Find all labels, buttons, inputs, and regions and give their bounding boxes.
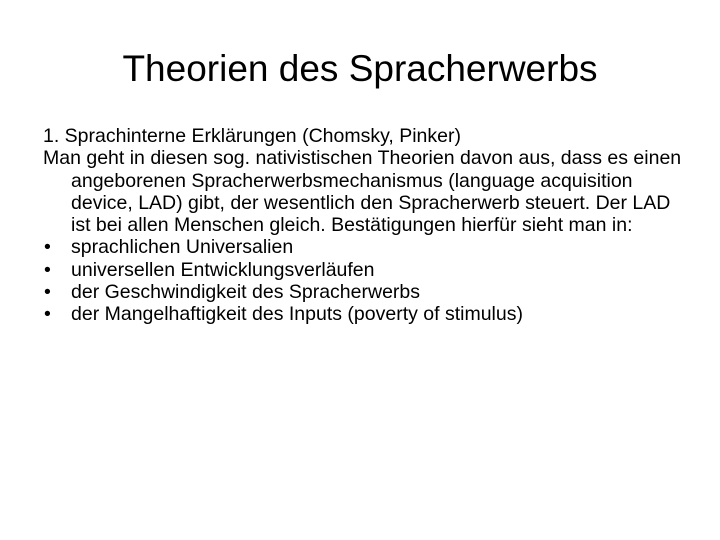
bullet-text: der Geschwindigkeit des Spracherwerbs xyxy=(71,281,421,304)
bullet-text: universellen Entwicklungsverläufen xyxy=(71,258,375,281)
bullet-marker: • xyxy=(44,258,51,281)
slide-content xyxy=(43,125,693,326)
bullet-list xyxy=(43,236,693,325)
bullet-text: der Mangelhaftigkeit des Inputs (poverty of stimulus) xyxy=(71,303,523,326)
bullet-text: sprachlichen Universalien xyxy=(71,236,294,259)
bullet-item xyxy=(43,259,693,281)
bullet-marker: • xyxy=(44,303,51,326)
slide-title: Theorien des Spracherwerbs xyxy=(122,48,598,89)
bullet-item xyxy=(43,236,693,258)
bullet-item xyxy=(43,281,693,303)
bullet-marker: • xyxy=(44,236,51,259)
section-heading: 1. Sprachinterne Erklärungen (Chomsky, Pinker) xyxy=(43,125,461,147)
bullet-marker: • xyxy=(44,281,51,304)
bullet-item xyxy=(43,303,693,325)
body-paragraph: Man geht in diesen sog. nativistischen Theorien davon aus, dass es einen angeborenen Spracherwerbsmechanismus (language acquisition device, LAD) gibt, der wesentlich den Spracherwerb steuert. Der LAD ist bei allen Menschen gleich. Bestätigungen hierfür sieht man in: xyxy=(43,147,682,237)
